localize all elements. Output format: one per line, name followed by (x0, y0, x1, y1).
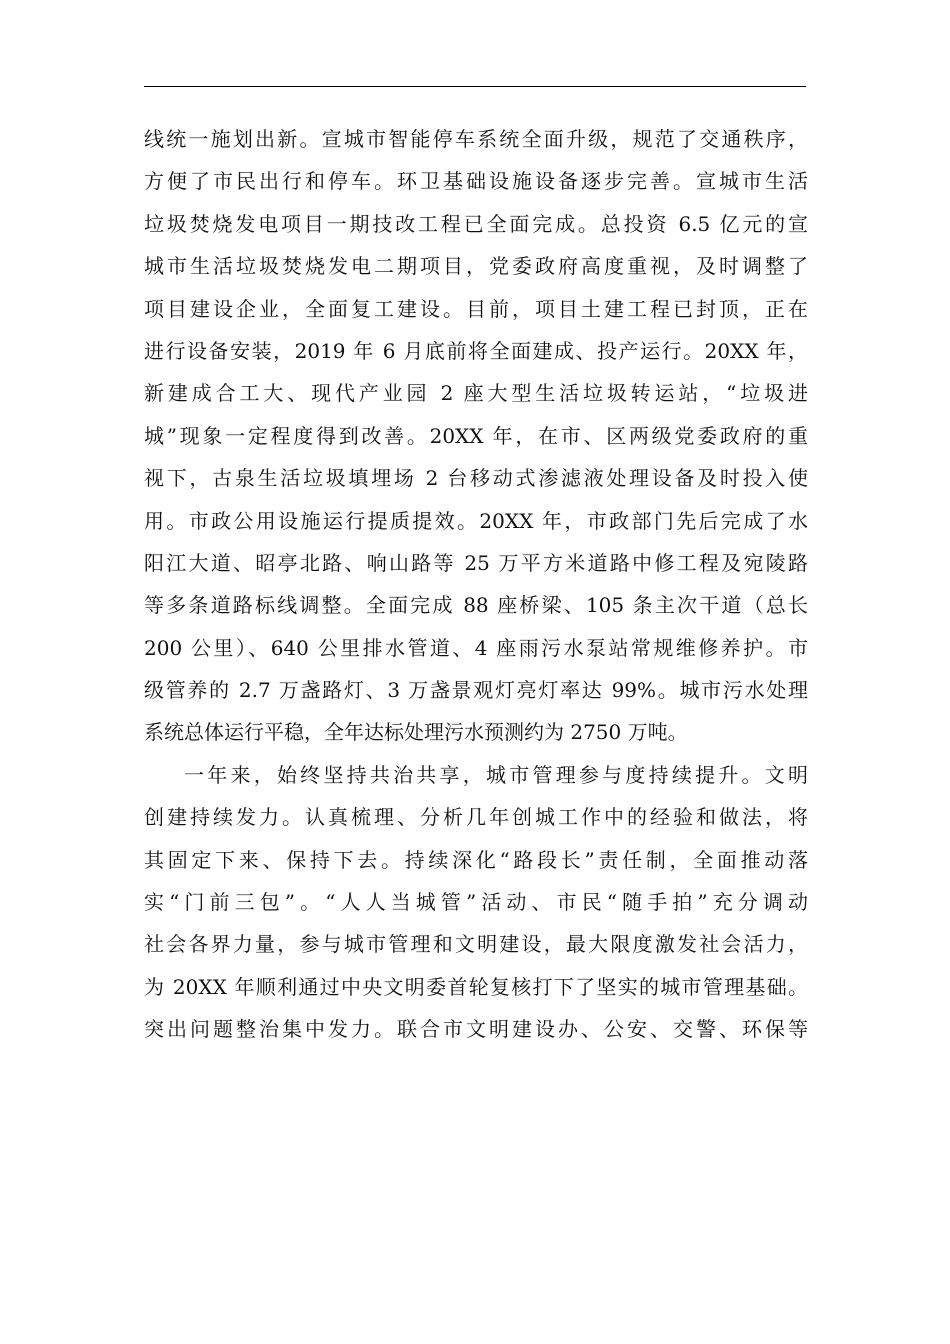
body-text (144, 118, 808, 1051)
text-line: 项目建设企业，全面复工建设。目前，项目土建工程已封顶，正在 (144, 296, 808, 321)
text-line: 其固定下来、保持下去。持续深化“路段长”责任制，全面推动落 (144, 847, 808, 872)
text-line: 新建成合工大、现代产业园 2 座大型生活垃圾转运站，“垃圾进 (144, 381, 808, 406)
text-line: 方便了市民出行和停车。环卫基础设施设备逐步完善。宣城市生活 (144, 169, 808, 194)
text-line: 一年来，始终坚持共治共享，城市管理参与度持续提升。文明 (184, 762, 808, 787)
text-line: 城”现象一定程度得到改善。20XX 年，在市、区两级党委政府的重 (144, 423, 808, 448)
text-line: 等多条道路标线调整。全面完成 88 座桥梁、105 条主次干道（总长 (144, 593, 808, 618)
paragraph (144, 118, 808, 754)
text-line: 级管养的 2.7 万盏路灯、3 万盏景观灯亮灯率达 99%。城市污水处理 (144, 678, 808, 703)
text-line: 用。市政公用设施运行提质提效。20XX 年，市政部门先后完成了水 (144, 508, 808, 533)
text-line: 突出问题整治集中发力。联合市文明建设办、公安、交警、环保等 (144, 1017, 808, 1042)
text-line: 社会各界力量，参与城市管理和文明建设，最大限度激发社会活力， (144, 932, 808, 957)
paragraph (144, 754, 808, 1051)
header-rule (144, 86, 806, 87)
text-line: 线统一施划出新。宣城市智能停车系统全面升级，规范了交通秩序， (144, 127, 808, 151)
text-line: 阳江大道、昭亭北路、响山路等 25 万平方米道路中修工程及宛陵路 (144, 550, 808, 575)
text-line: 为 20XX 年顺利通过中央文明委首轮复核打下了坚实的城市管理基础。 (144, 974, 808, 999)
text-line: 创建持续发力。认真梳理、分析几年创城工作中的经验和做法，将 (144, 805, 808, 830)
text-line: 城市生活垃圾焚烧发电二期项目，党委政府高度重视，及时调整了 (144, 254, 808, 279)
text-line: 实“门前三包”。“人人当城管”活动、市民“随手拍”充分调动 (144, 890, 808, 915)
text-line: 垃圾焚烧发电项目一期技改工程已全面完成。总投资 6.5 亿元的宣 (144, 211, 808, 236)
text-line: 进行设备安装，2019 年 6 月底前将全面建成、投产运行。20XX 年， (144, 338, 808, 363)
text-line: 视下，古泉生活垃圾填埋场 2 台移动式渗滤液处理设备及时投入使 (144, 466, 808, 491)
text-line: 200 公里）、640 公里排水管道、4 座雨污水泵站常规维修养护。市 (144, 635, 808, 660)
text-line: 系统总体运行平稳，全年达标处理污水预测约为 2750 万吨。 (144, 720, 688, 745)
